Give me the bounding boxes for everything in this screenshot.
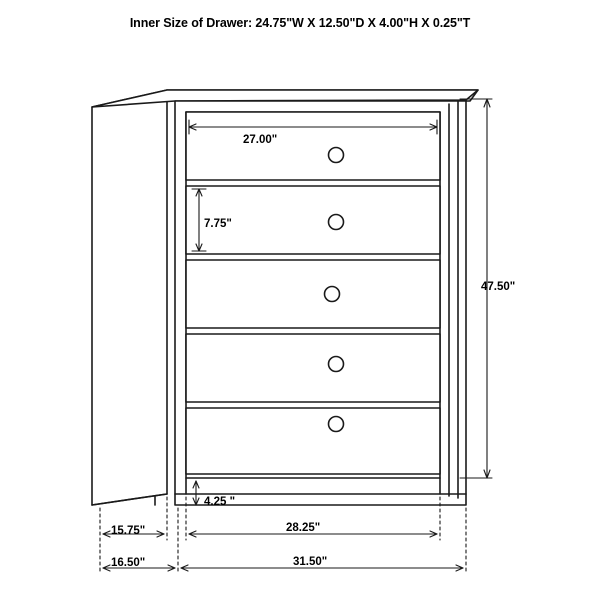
drawer-4 (186, 334, 440, 402)
drawer-3 (186, 260, 440, 328)
drawer-5 (186, 408, 440, 474)
case-side-panel (92, 90, 167, 505)
label-base-rail-height: 4.25 " (204, 496, 236, 508)
label-front-width-outer: 31.50" (293, 556, 328, 568)
label-front-width-inner: 28.25" (286, 522, 321, 534)
label-drawer-front-height: 7.75" (204, 218, 232, 230)
label-overall-height: 47.50" (481, 281, 516, 293)
label-depth-outer: 16.50" (111, 557, 146, 569)
drawer-1 (186, 112, 440, 180)
label-depth-inner: 15.75" (111, 525, 146, 537)
label-drawer-width: 27.00" (243, 134, 278, 146)
page-title: Inner Size of Drawer: 24.75"W X 12.50"D X 4.00"H X 0.25"T (129, 16, 471, 30)
